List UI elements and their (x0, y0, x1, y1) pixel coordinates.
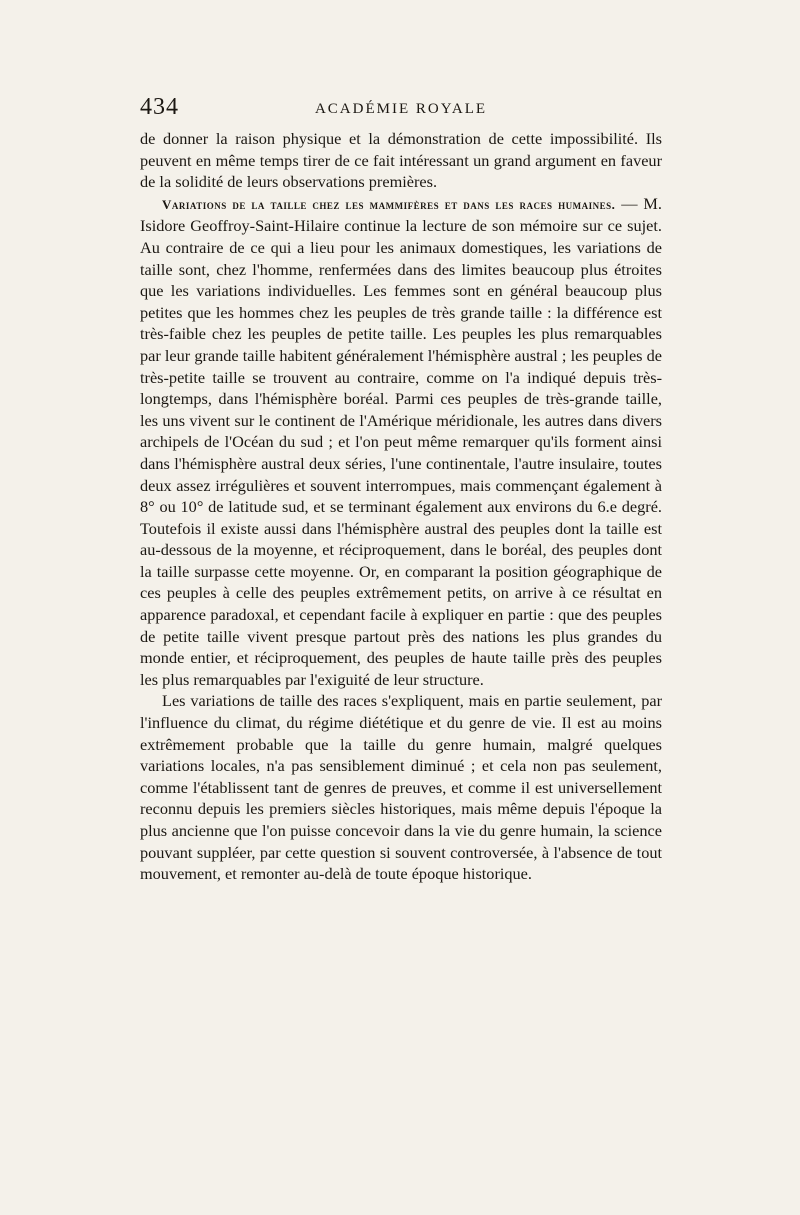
page-header (140, 94, 662, 124)
body-text (140, 128, 662, 885)
paragraph-continuation: de donner la raison physique et la démonstration de cette impossibilité. Ils peuvent en même temps tirer de ce fait intéressant un grand argument en faveur de la solidité de leurs observations premières. (140, 129, 662, 192)
paragraph-variations (140, 193, 662, 691)
page-number: 434 (140, 94, 179, 120)
running-head: ACADÉMIE ROYALE (314, 101, 488, 117)
paragraph-variations-text: — M. Isidore Geoffroy-Saint-Hilaire continue la lecture de son mémoire sur ce sujet. Au contraire de ce qui a lieu pour les animaux domestiques, les variations de taille sont, chez l'homme, renfermées dans des limites beaucoup plus étroites que les variations individuelles. Les femmes sont en général beaucoup plus petites que les hommes chez les peuples de très grande taille : la différence est très-faible chez les peuples de petite taille. Les peuples les plus remarquables par leur grande taille habitent généralement l'hémisphère austral ; les peuples de très-petite taille se trouvent au contraire, comme on l'a indiqué depuis très-longtemps, dans l'hémisphère boréal. Parmi ces peuples de très-grande taille, les uns vivent sur le continent de l'Amérique méridionale, les autres dans divers archipels de l'Océan du sud ; et l'on peut même remarquer qu'ils forment ainsi dans l'hémisphère austral deux séries, l'une continentale, l'autre insulaire, toutes deux assez irrégulières et souvent interrompues, mais commençant également à 8° ou 10° de latitude sud, et se terminant également aux environs du 6.e degré. Toutefois il existe aussi dans l'hémisphère austral des peuples dont la taille est au-dessous de la moyenne, et réciproquement, dans le boréal, des peuples dont la taille surpasse cette moyenne. Or, en comparant la position géographique de ces peuples à celle des peuples extrêmement petits, on arrive à ce résultat en apparence paradoxal, et cependant facile à expliquer en partie : que des peuples de petite taille vivent presque partout près des nations les plus grandes du monde entier, et réciproquement, des peuples de haute taille près des peuples les plus remarquables par l'exiguité de leur structure. (140, 193, 662, 689)
paragraph-explanations: Les variations de taille des races s'expliquent, mais en partie seulement, par l'influence du climat, du régime diététique et du genre de vie. Il est au moins extrêmement probable que la taille du genre humain, malgré quelques variations locales, n'a pas sensiblement diminué ; et cela non pas seulement, comme l'établissent tant de genres de preuves, et comme il est universellement reconnu depuis les premiers siècles historiques, mais même depuis l'époque la plus ancienne que l'on puisse concevoir dans la vie du genre humain, la science pouvant suppléer, par cette question si souvent controversée, à l'absence de tout mouvement, et remonter au-delà de toute époque historique. (140, 691, 662, 884)
section-heading: Variations de la taille chez les mammifères et dans les races humaines. (162, 196, 616, 212)
